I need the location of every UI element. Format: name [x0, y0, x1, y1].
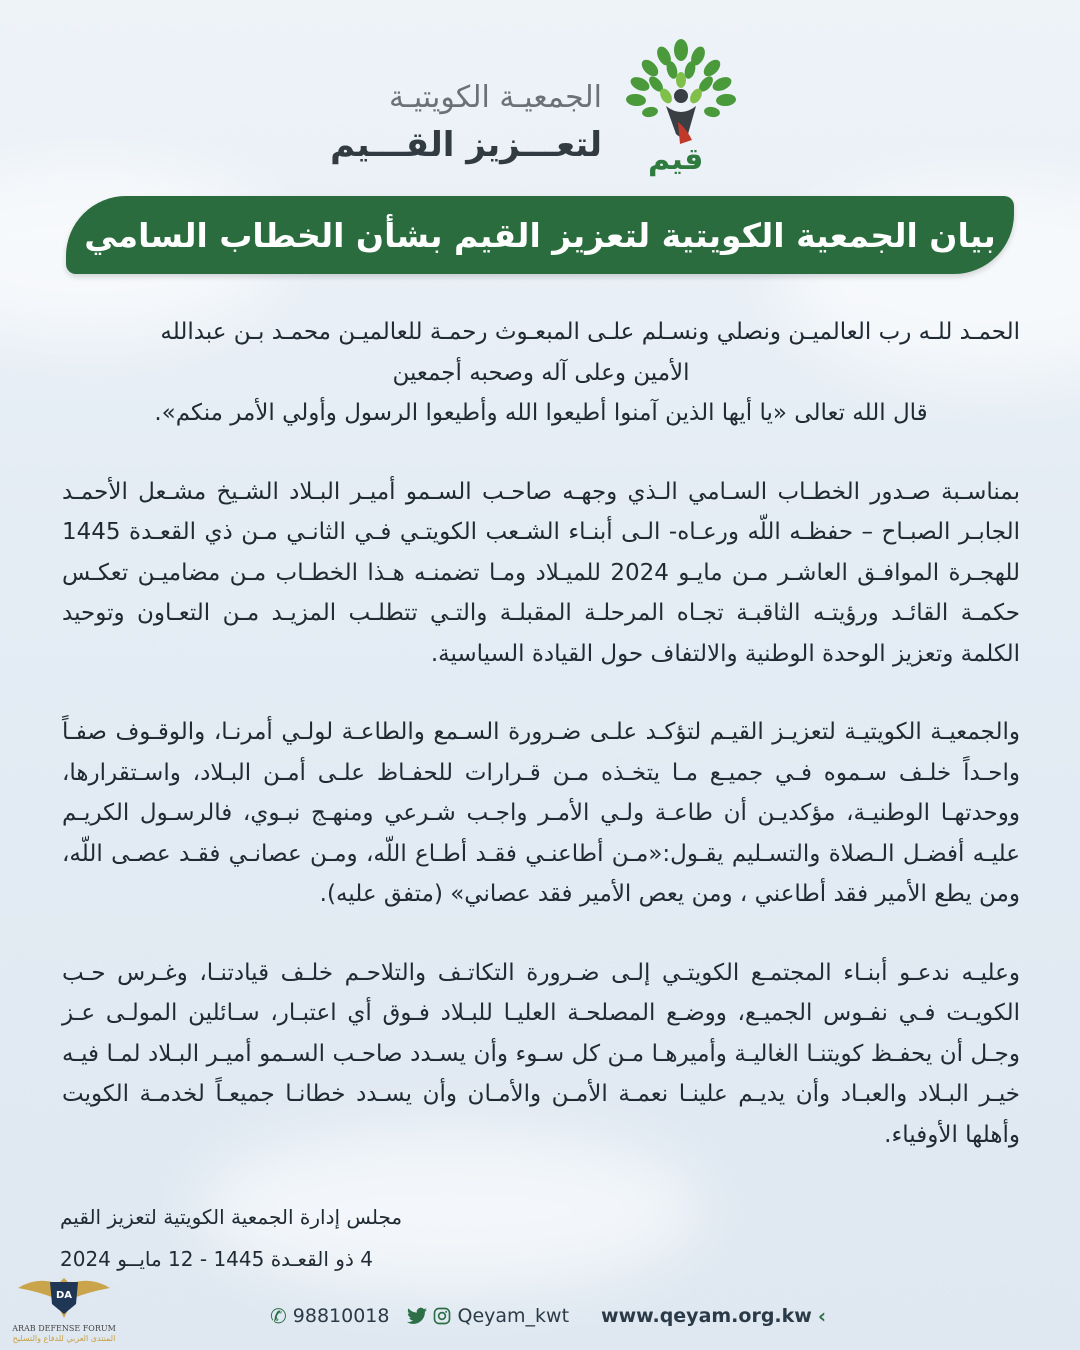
footer-social[interactable]	[407, 1305, 569, 1327]
statement-body	[62, 312, 1020, 1155]
signature-date: 4 ذو القعـدة 1445 - 12 مايــو 2024	[60, 1247, 373, 1271]
intro-line-1: الحمـد للـه رب العالميـن ونصلي ونسـلم علـى المبعـوث رحمـة للعالميـن محمـد بـن عبدالله	[160, 319, 1020, 345]
org-name-line2: لتعـــزيز القـــيم	[330, 125, 602, 165]
page-title: بيان الجمعية الكويتية لتعزيز القيم بشأن الخطاب السامي	[84, 215, 996, 255]
paragraph-2: والجمعيـة الكويتيـة لتعزيـز القيـم لتؤكـد علـى ضـرورة السـمع والطاعـة لولـي أمرنـا، والوقـوف صفـاً واحـداً خلـف سـموه فـي جميـع مـا يتخـذه مـن قـرارات للحفـاظ علـى أمـن البـلاد، واسـتقرارها، ووحدتهـا الوطنيـة، مؤكديـن أن طاعـة ولـي الأمـر واجـب شـرعي ومنهـج نبـوي، فالرسـول الكريـم عليـه أفضـل الـصلاة والتسـليم يقـول:«مـن أطاعنـي فقـد أطـاع اللّه، ومـن عصانـي فقـد عصـى اللّه، ومن يطع الأمير فقد أطاعني ، ومن يعص الأمير فقد عصاني» (متفق عليه).	[62, 719, 1020, 907]
paragraph-3: وعليـه ندعـو أبنـاء المجتمـع الكويتـي إلـى ضـرورة التكاتـف والتلاحـم خلـف قيادتنـا، وغـرس حـب الكويـت فـي نفـوس الجميـع، ووضـع المصلحـة العليـا للبـلاد فـوق أي اعتبـار، سـائلين المولـى عـز وجـل أن يحفـظ كويتنـا الغاليـة وأميرهـا مـن كل سـوء وأن يسـدد صاحـب السـمو أميـر البـلاد لمـا فيـه خيـر البـلاد والعبـاد وأن يديـم علينـا نعمـة الأمـن والأمـان وأن يسـدد خطانـا جميعـاً لخدمـة الكويت وأهلها الأوفياء.	[62, 959, 1020, 1148]
title-banner	[66, 196, 1014, 274]
social-handle: Qeyam_kwt	[457, 1305, 570, 1327]
instagram-icon	[433, 1307, 451, 1325]
footer	[270, 1296, 830, 1336]
website-url: www.qeyam.org.kw	[601, 1305, 812, 1327]
twitter-icon	[407, 1307, 427, 1325]
intro-line-3: قال الله تعالى «يا أيها الذين آمنوا أطيعوا الله وأطيعوا الرسول وأولي الأمر منكم».	[154, 400, 928, 426]
logo-wordmark: قيم	[648, 142, 704, 177]
chevron-left-icon: ‹	[817, 1304, 827, 1328]
header	[0, 36, 1080, 186]
phone-icon: ✆	[270, 1304, 287, 1328]
phone-number: 98810018	[292, 1305, 390, 1327]
footer-website[interactable]	[601, 1304, 826, 1328]
intro-line-2: الأمين وعلى آله وصحبه أجمعين	[392, 359, 690, 386]
signature-org: مجلس إدارة الجمعية الكويتية لتعزيز القيم	[60, 1205, 403, 1229]
watermark	[8, 1268, 120, 1346]
footer-phone[interactable]	[270, 1304, 389, 1328]
paragraph-1: بمناسـبة صـدور الخطـاب السـامي الـذي وجهـه صاحـب السـمو أميـر البـلاد الشـيخ مشـعل الأحمـد الجابـر الصبـاح – حفظـه اللّه ورعـاه- الـى أبنـاء الشـعب الكويتـي فـي الثانـي مـن ذي القعـدة 1445 للهجـرة الموافـق العاشـر مـن مايـو 2024 للميـلاد ومـا تضمنـه هـذا الخطـاب مـن مضاميـن تعكـس حكمـة القائـد ورؤيتـه الثاقبـة تجـاه المرحلـة المقبلـة والتـي تتطلـب المزيـد مـن التعـاون وتوحيد الكلمة وتعزيز الوحدة الوطنية والالتفاف حول القيادة السياسية.	[62, 478, 1020, 667]
watermark-emblem-text: DA	[55, 1290, 73, 1301]
watermark-line2: المنتدى العربي للدفاع والتسليح	[12, 1334, 116, 1343]
watermark-line1: ARAB DEFENSE FORUM	[12, 1324, 116, 1333]
org-name-line1: الجمعيـة الكويتيـة	[389, 80, 602, 115]
signature	[60, 1196, 460, 1280]
org-name	[330, 76, 602, 170]
